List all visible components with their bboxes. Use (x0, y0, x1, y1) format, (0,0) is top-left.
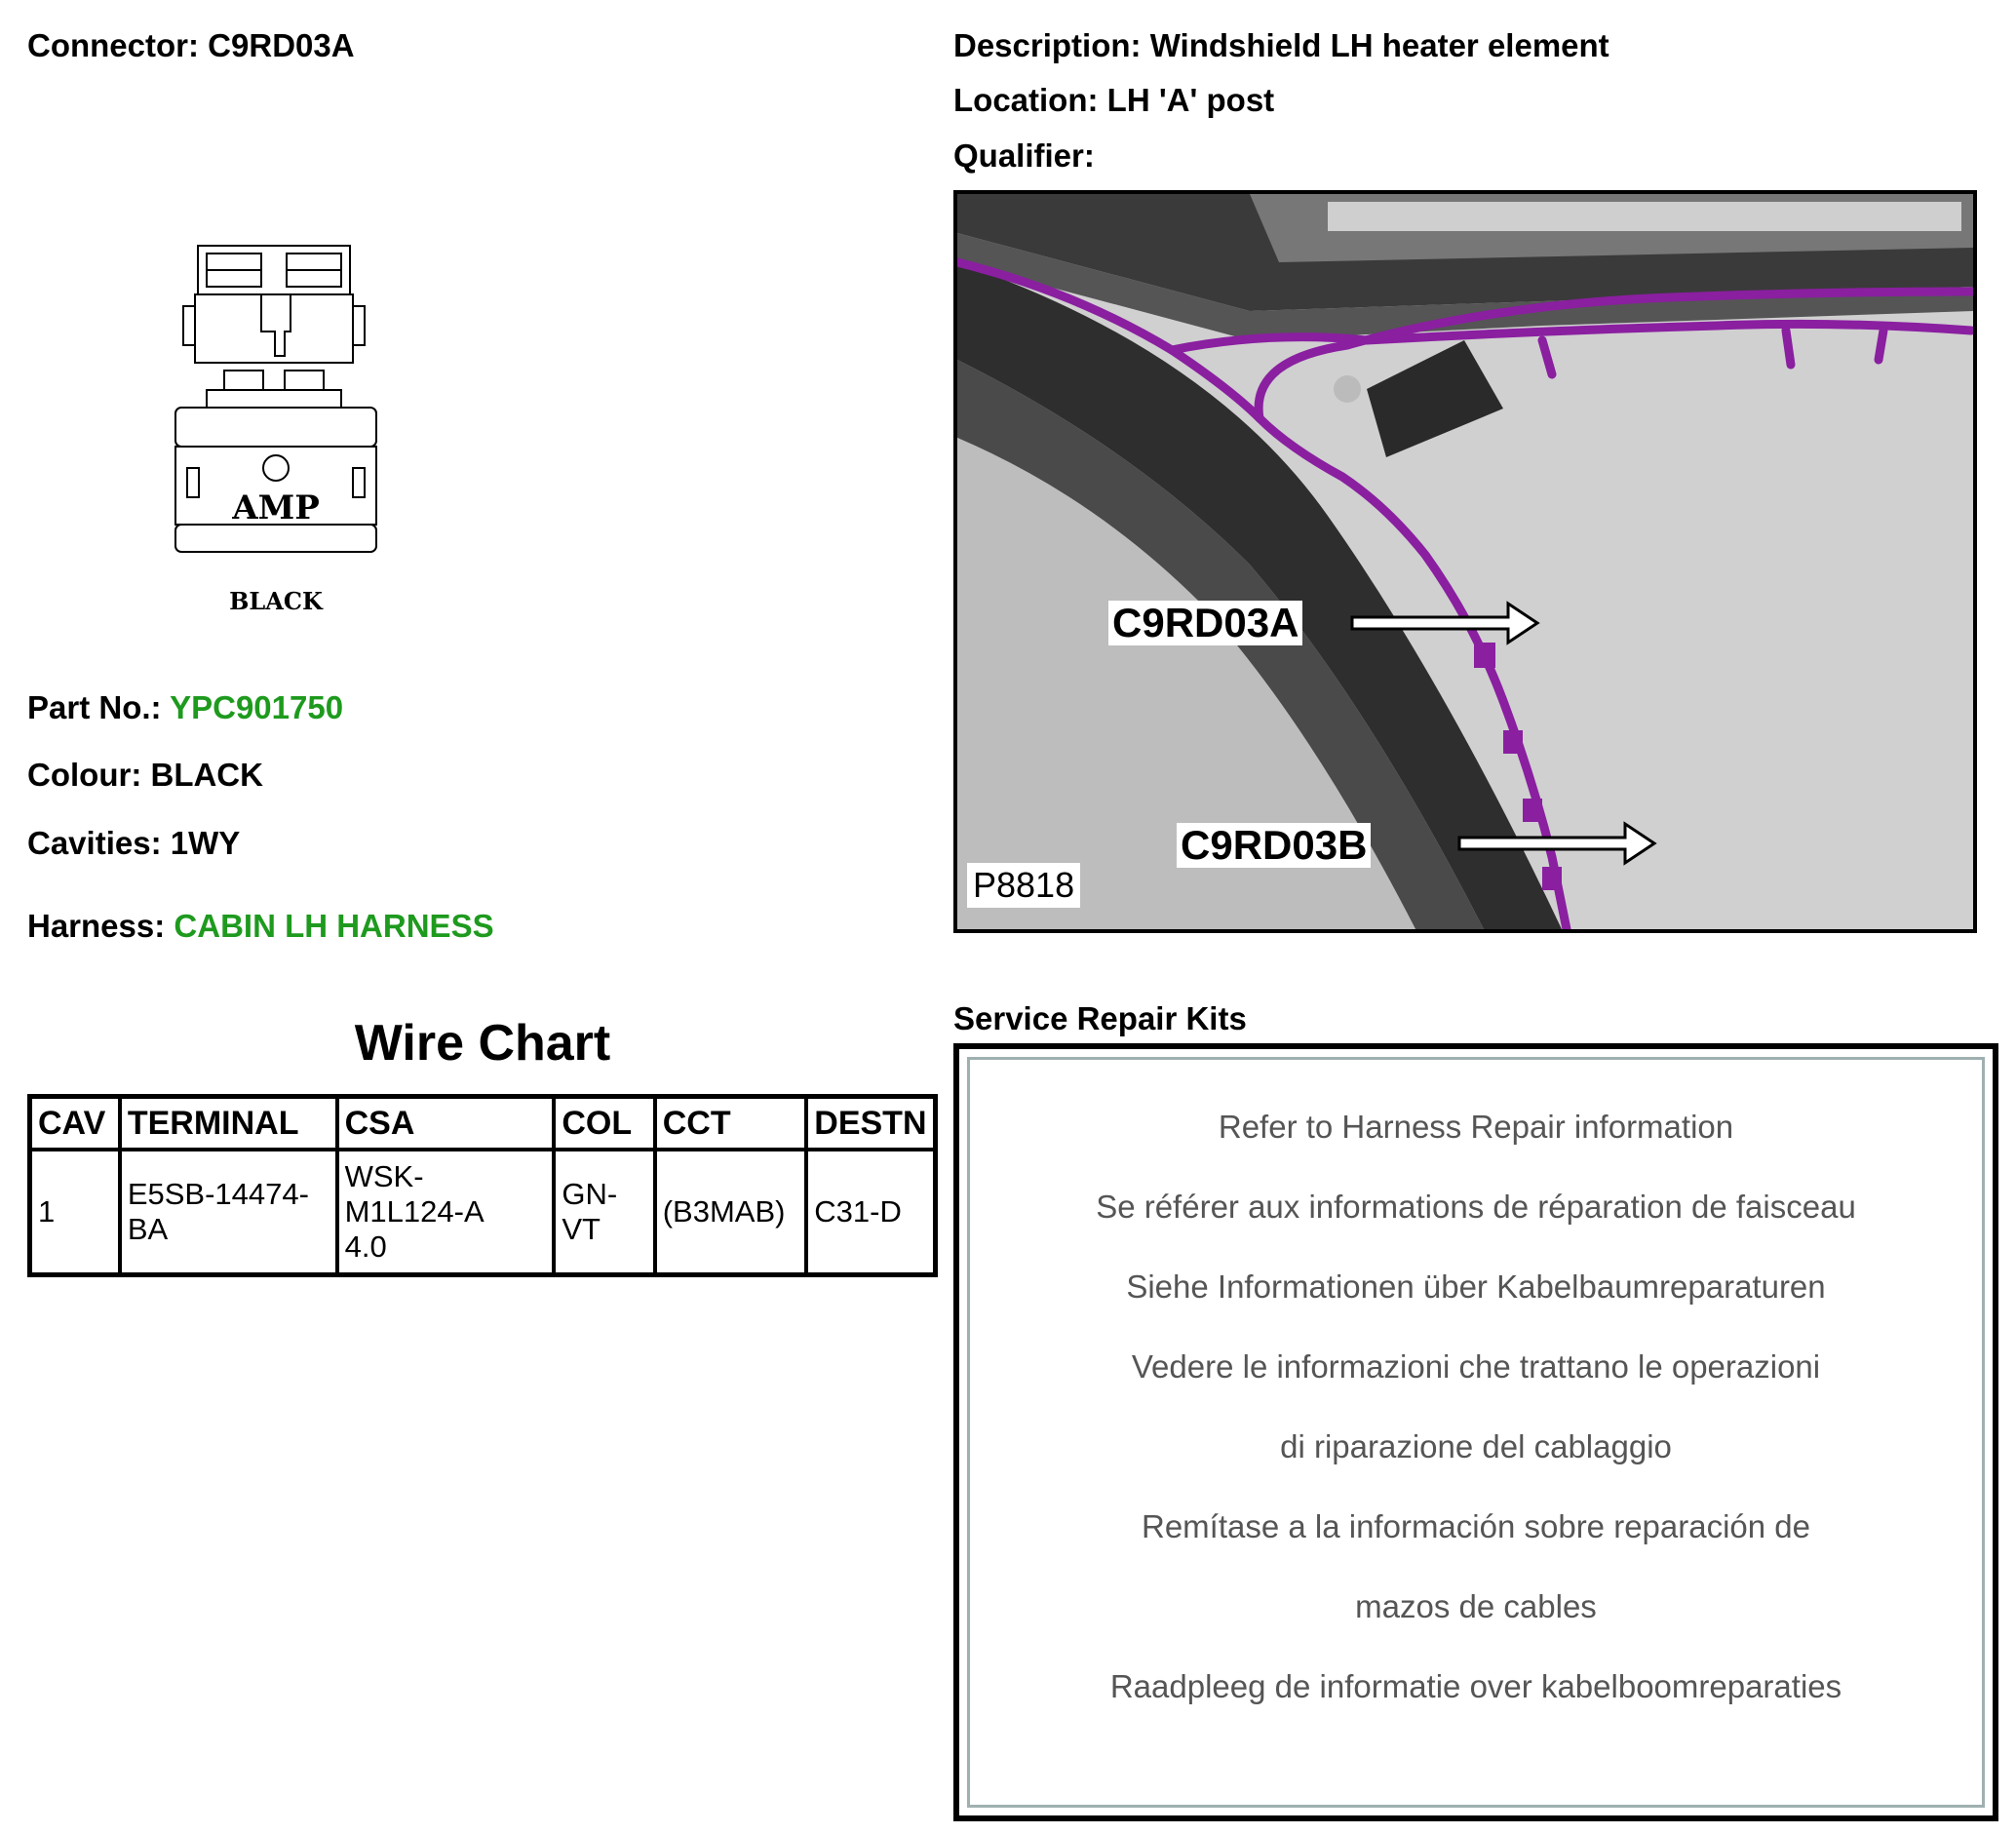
connector-label: Connector: (27, 27, 199, 63)
callout-connector-b: C9RD03B (1177, 823, 1371, 868)
cell-terminal-part: E5SB-14474- (127, 1177, 309, 1211)
connector-drawing (166, 234, 390, 624)
wire-chart-table (27, 1094, 938, 1277)
harness-link[interactable]: CABIN LH HARNESS (174, 908, 494, 944)
cavities-label: Cavities: (27, 825, 162, 861)
description-value: Windshield LH heater element (1149, 27, 1609, 63)
colour-value: BLACK (150, 757, 263, 793)
cavities-value: 1WY (170, 825, 241, 861)
harness-label: Harness: (27, 908, 166, 944)
part-no-link[interactable]: YPC901750 (170, 689, 344, 725)
kit-line: di riparazione del cablaggio (1280, 1428, 1672, 1464)
a-post-illustration (957, 194, 1973, 929)
cell-csa-part: WSK- (344, 1159, 424, 1193)
cell-col-part: VT (562, 1212, 601, 1246)
kit-line: Se référer aux informations de réparation de faisceau (1096, 1189, 1856, 1225)
table-row (30, 1150, 936, 1275)
description-field (953, 27, 1609, 64)
wire-chart-header-row (30, 1097, 936, 1151)
description-label: Description: (953, 27, 1142, 63)
kit-line: Siehe Informationen über Kabelbaumreparaturen (1126, 1268, 1826, 1305)
header-destn: DESTN (806, 1097, 935, 1151)
cell-terminal (120, 1150, 337, 1275)
cavities-field (27, 825, 240, 862)
location-image (953, 190, 1977, 933)
wire-chart-title: Wire Chart (354, 1015, 611, 1072)
qualifier-label: Qualifier: (953, 137, 1095, 174)
qualifier-field (953, 137, 1095, 175)
harness-field (27, 908, 494, 945)
connector-brand: AMP (232, 488, 320, 527)
connector-field (27, 27, 355, 64)
header-terminal: TERMINAL (120, 1097, 337, 1151)
image-reference: P8818 (967, 863, 1080, 908)
kit-line: mazos de cables (1355, 1588, 1597, 1624)
cell-cct: (B3MAB) (655, 1150, 807, 1275)
connector-caption: BLACK (229, 587, 323, 615)
callout-connector-a: C9RD03A (1108, 601, 1302, 645)
service-kits-title: Service Repair Kits (953, 1000, 1247, 1036)
kit-line: Vedere le informazioni che trattano le operazioni (1131, 1348, 1821, 1385)
connector-value: C9RD03A (208, 27, 355, 63)
service-kits-box (953, 1043, 1998, 1821)
cell-terminal-part: BA (127, 1212, 169, 1246)
cell-cav: 1 (30, 1150, 120, 1275)
cell-csa-part: 4.0 (344, 1229, 387, 1264)
cell-destn: C31-D (806, 1150, 935, 1275)
kit-line: Refer to Harness Repair information (1218, 1109, 1734, 1145)
service-kits-inner (967, 1057, 1985, 1808)
header-cav: CAV (30, 1097, 120, 1151)
colour-field (27, 757, 263, 794)
location-value: LH 'A' post (1106, 82, 1275, 118)
cell-csa-part: M1L124-A (344, 1194, 485, 1229)
part-no-label: Part No.: (27, 689, 162, 725)
part-no-field (27, 689, 343, 726)
location-label: Location: (953, 82, 1099, 118)
cell-col-part: GN- (562, 1177, 618, 1211)
kit-line: Raadpleeg de informatie over kabelboomreparaties (1109, 1668, 1842, 1704)
header-csa: CSA (337, 1097, 555, 1151)
location-field (953, 82, 1274, 119)
header-cct: CCT (655, 1097, 807, 1151)
cell-col (554, 1150, 654, 1275)
header-col: COL (554, 1097, 654, 1151)
kit-line: Remítase a la información sobre reparación de (1141, 1508, 1811, 1544)
colour-label: Colour: (27, 757, 142, 793)
cell-csa (337, 1150, 555, 1275)
